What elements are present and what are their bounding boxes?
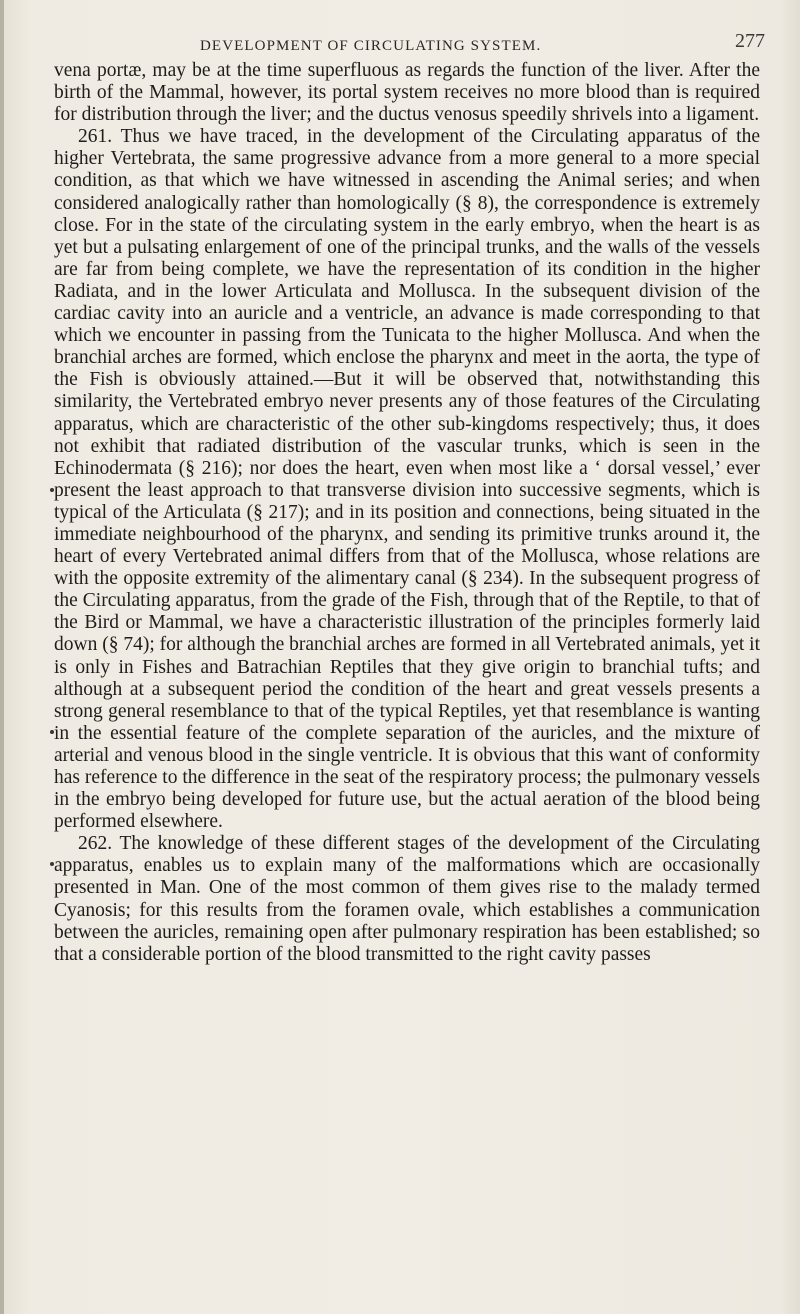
running-head [0, 12, 800, 54]
paragraph-section-261: 261. Thus we have traced, in the development of the Circulating apparatus of the higher Vertebrata, the same progressive advance from a more general to a more special condition, as that which we have witnessed in ascending the Animal series; and when considered analogically rather than homologically (§ 8), the correspondence is extremely close. For in the state of the circulating system in the early embryo, when the heart is as yet but a pulsating enlargement of one of the principal trunks, and the walls of the vessels are far from being complete, we have the representation of its condition in the higher Radiata, and in the lower Articulata and Mollusca. In the subsequent division of the cardiac cavity into an auricle and a ventricle, an advance is made corresponding to that which we encounter in passing from the Tunicata to the higher Mollusca. And when the branchial arches are formed, which enclose the pharynx and meet in the aorta, the type of the Fish is obviously attained.—But it will be observed that, notwithstanding this similarity, the Vertebrated embryo never presents any of those features of the Circulating apparatus, which are characteristic of the other sub-kingdoms respectively; thus, it does not exhibit that radiated distribution of the vascular trunks, which is seen in the Echinodermata (§ 216); nor does the heart, even when most like a ‘ dorsal vessel,’ ever present the least approach to that transverse division into successive segments, which is typical of the Articulata (§ 217); and in its position and connections, being situated in the immediate neighbourhood of the pharynx, and sending its primitive trunks around it, the heart of every Vertebrated animal differs from that of the Mollusca, whose relations are with the opposite extremity of the alimentary canal (§ 234). In the subsequent progress of the Circulating apparatus, from the grade of the Fish, through that of the Reptile, to that of the Bird or Mammal, we have a characteristic illustration of the principles formerly laid down (§ 74); for although the branchial arches are formed in all Vertebrated animals, yet it is only in Fishes and Batrachian Reptiles that they give origin to branchial tufts; and although at a subsequent period the condition of the heart and great vessels presents a strong general resemblance to that of the typical Reptiles, yet that resemblance is wanting in the essential feature of the complete separation of the auricles, and the mixture of arterial and venous blood in the single ventricle. It is obvious that this want of conformity has reference to the difference in the seat of the respiratory process; the pulmonary vessels in the embryo being developed for future use, but the actual aeration of the blood being performed elsewhere. [54, 126, 760, 833]
page-binding-edge [0, 0, 4, 1314]
margin-dot-mark [50, 862, 54, 866]
margin-dot-mark [50, 488, 54, 492]
page-number: 277 [735, 30, 765, 52]
paragraph-continuation: vena portæ, may be at the time superfluous as regards the function of the liver. After the birth of the Mammal, however, its portal system receives no more blood than is required for distribution through the liver; and the ductus venosus speedily shrivels into a ligament. [54, 60, 760, 126]
margin-dot-mark [50, 730, 54, 734]
running-head-title: DEVELOPMENT OF CIRCULATING SYSTEM. [200, 38, 542, 54]
paragraph-section-262: 262. The knowledge of these different stages of the development of the Circulating apparatus, enables us to explain many of the malformations which are occasionally presented in Man. One of the most common of them gives rise to the malady termed Cyanosis; for this results from the foramen ovale, which establishes a communication between the auricles, remaining open after pulmonary respiration has been established; so that a considerable portion of the blood transmitted to the right cavity passes [54, 833, 760, 965]
body-text [54, 60, 760, 966]
